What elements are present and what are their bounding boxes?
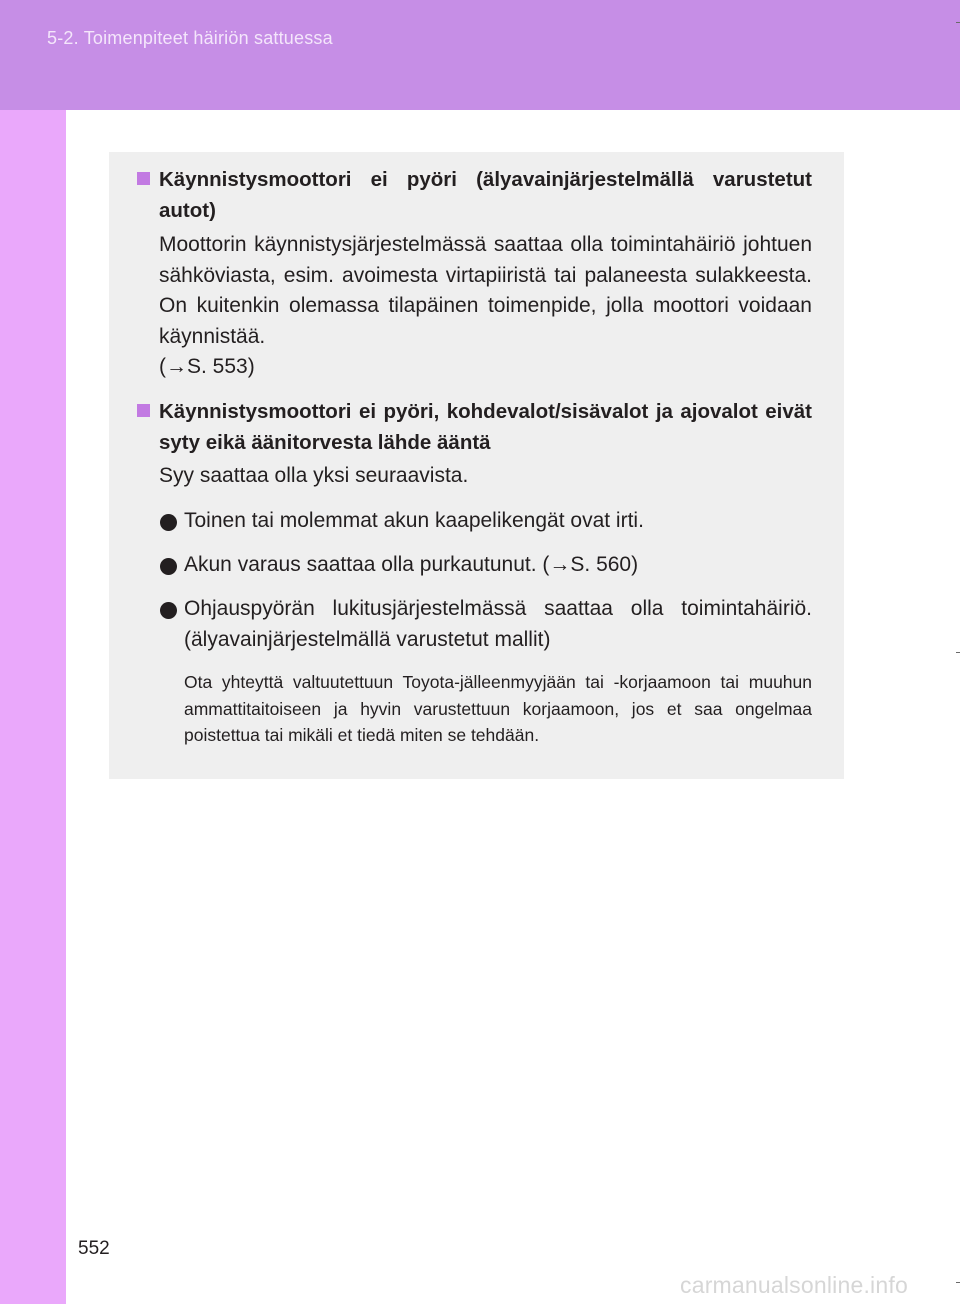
list-item: Ohjauspyörän lukitusjärjestelmässä saattaa olla toimintahäiriö. (älyavainjärjestelmällä varustetut mallit) [184, 597, 812, 651]
heading-marker-icon [137, 404, 150, 417]
list-item: Toinen tai molemmat akun kaapelikengät ovat irti. [184, 509, 644, 532]
page-number: 552 [78, 1238, 110, 1259]
section-heading: Käynnistysmoottori ei pyöri, kohdevalot/sisävalot ja ajovalot eivät syty eikä äänitorvesta lähde ääntä [159, 400, 812, 454]
section-heading: Käynnistysmoottori ei pyöri (älyavainjärjestelmällä varustetut autot) [159, 168, 812, 222]
crop-mark [956, 22, 960, 23]
service-note: Ota yhteyttä valtuutettuun Toyota-jälleenmyyjään tai -korjaamoon tai muuhun ammattitaitoiseen ja hyvin varustettuun korjaamoon, jos et saa ongelmaa poistettua tai mikäli et tiedä miten se tehdään. [184, 672, 812, 745]
section-intro: Syy saattaa olla yksi seuraavista. [159, 464, 469, 487]
list-item: Akun varaus saattaa olla purkautunut. (→S. 560) [184, 553, 639, 576]
section-title: 5-2. Toimenpiteet häiriön sattuessa [47, 28, 333, 48]
info-panel [109, 152, 844, 779]
crop-mark [956, 1282, 960, 1283]
bullet-icon [160, 558, 177, 575]
watermark: carmanualsonline.info [680, 1272, 908, 1298]
crop-mark [956, 652, 960, 653]
section-body: Moottorin käynnistysjärjestelmässä saattaa olla toimintahäiriö johtuen sähköviasta, esim. avoimesta virtapiiristä tai palaneesta sulakkeesta. On kuitenkin olemassa tilapäinen toimenpide, jolla moottori voidaan käynnistää. [159, 233, 812, 348]
side-tab [0, 110, 66, 1304]
heading-marker-icon [137, 172, 150, 185]
header-bar [0, 0, 960, 110]
bullet-icon [160, 602, 177, 619]
page-reference-link[interactable]: (→S. 553) [159, 355, 255, 378]
bullet-icon [160, 514, 177, 531]
